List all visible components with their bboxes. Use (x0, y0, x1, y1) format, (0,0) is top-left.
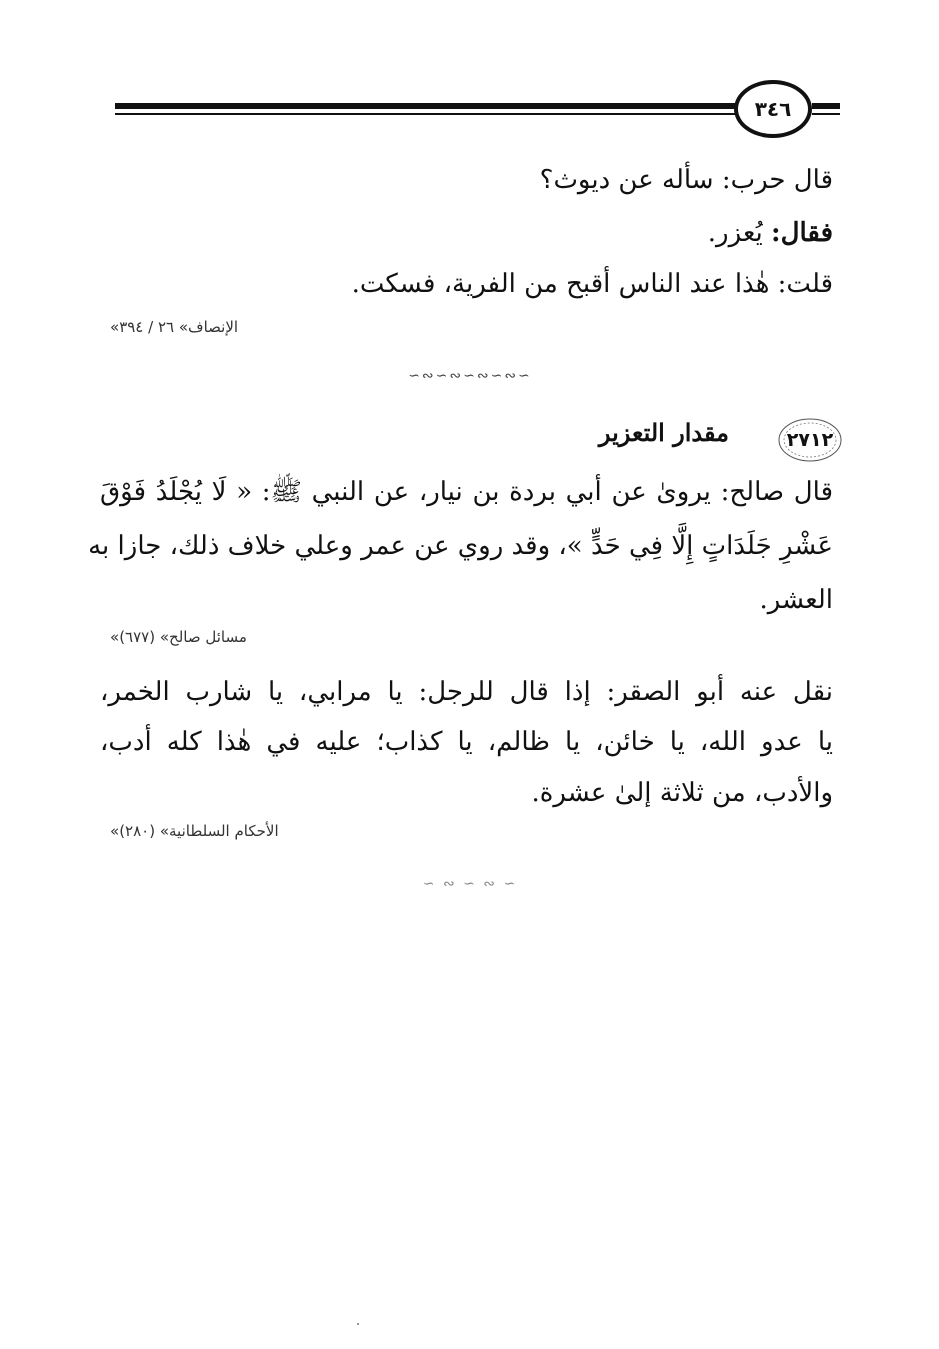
issue-number-rosette (777, 416, 843, 464)
end-ornament: ∽ ∾ ∽ ∾ ∽ (422, 876, 518, 892)
page-number: ٣٤٦ (734, 80, 812, 138)
text-line: قلت: هٰذا عند الناس أقبح من الفرية، فسكت. (351, 269, 833, 299)
text-line: قال صالح: يرویٰ عن أبي بردة بن نيار، عن النبي ﷺ: « لَا يُجْلَدُ فَوْقَ (100, 477, 833, 507)
header-rule (115, 103, 735, 109)
text-line: والأدب، من ثلاثة إلىٰ عشرة. (531, 778, 833, 808)
text-line: عَشْرِ جَلَدَاتٍ إِلَّا فِي حَدٍّ »، وقد روي عن عمر وعلي خلاف ذلك، جازا به (88, 531, 833, 561)
section-heading: مقدار التعزير (598, 418, 729, 447)
ornament-divider: ∽∾∽∾∽∾∽∾∽ (408, 368, 532, 384)
source-citation: «الإنصاف» ٢٦ / ٣٩٤ (110, 318, 239, 336)
text-line: العشر. (759, 585, 833, 615)
scan-speck (357, 1323, 359, 1325)
text-line (100, 213, 833, 253)
header-rule-thin (115, 113, 735, 115)
source-citation: «مسائل صالح» (٦٧٧) (110, 628, 247, 646)
text-line: نقل عنه أبو الصقر: إذا قال للرجل: يا مرابي، يا شارب الخمر، (100, 677, 833, 707)
speaker-label: فقال: (771, 218, 833, 248)
text-span: يُعزر. (707, 218, 763, 248)
text-line: قال حرب: سأله عن ديوث؟ (539, 165, 833, 195)
source-citation: «الأحكام السلطانية» (٢٨٠) (110, 822, 279, 840)
header-rule-right-thin (812, 113, 840, 115)
header-rule-right (812, 103, 840, 109)
text-line: يا عدو الله، يا خائن، يا ظالم، يا كذاب؛ عليه في هٰذا كله أدب، (100, 727, 833, 757)
issue-number: ٢٧١٢ (786, 429, 834, 451)
